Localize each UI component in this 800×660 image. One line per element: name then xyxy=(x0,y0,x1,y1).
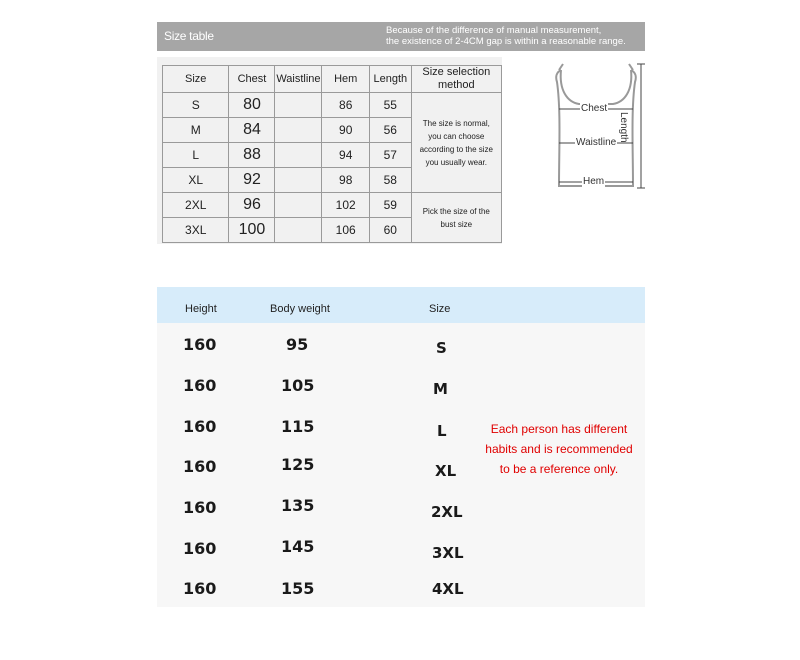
weight-cell: 115 xyxy=(281,417,315,436)
weight-cell: 125 xyxy=(281,455,315,474)
col-hem: Hem xyxy=(322,66,370,93)
measurement-note-line-2: the existence of 2-4CM gap is within a reasonable range. xyxy=(386,36,626,47)
tank-top-icon xyxy=(553,60,648,192)
hem-cell: 106 xyxy=(322,218,370,243)
table-row xyxy=(157,498,645,528)
col-body-weight: Body weight xyxy=(270,303,330,315)
length-cell: 57 xyxy=(370,143,412,168)
table-row xyxy=(163,93,502,118)
reference-note-line-1: Each person has different xyxy=(490,422,628,436)
size-cell: M xyxy=(163,118,229,143)
length-cell: 60 xyxy=(370,218,412,243)
measurement-note xyxy=(386,25,626,47)
height-weight-table xyxy=(157,287,645,607)
col-size-selection-method: Size selection method xyxy=(411,66,501,93)
hem-cell: 86 xyxy=(322,93,370,118)
size-table-header-row xyxy=(163,66,502,93)
table-row xyxy=(157,335,645,365)
method-note-2: Pick the size of the bust size xyxy=(411,193,501,243)
chest-cell: 100 xyxy=(229,218,275,243)
chest-cell: 92 xyxy=(229,168,275,193)
reference-note xyxy=(479,419,639,479)
method-note-1: The size is normal, you can choose according to the size you usually wear. xyxy=(411,93,501,193)
hem-cell: 90 xyxy=(322,118,370,143)
weight-cell: 105 xyxy=(281,376,315,395)
diagram-hem-label: Hem xyxy=(583,176,605,187)
weight-cell: 95 xyxy=(286,335,309,354)
waist-cell xyxy=(275,143,322,168)
height-weight-header-row xyxy=(157,287,645,323)
size-cell: 2XL xyxy=(163,193,229,218)
height-cell: 160 xyxy=(183,498,217,517)
table-row xyxy=(157,579,645,609)
length-cell: 58 xyxy=(370,168,412,193)
reference-note-line-2: habits and is recommended xyxy=(485,442,633,456)
table-row xyxy=(163,193,502,218)
diagram-waistline-label: Waistline xyxy=(576,137,617,148)
measurement-note-line-1: Because of the difference of manual measurement, xyxy=(386,25,602,36)
reference-note-line-3: to be a reference only. xyxy=(499,462,619,476)
length-cell: 56 xyxy=(370,118,412,143)
col-chest: Chest xyxy=(229,66,275,93)
length-cell: 59 xyxy=(370,193,412,218)
size-table xyxy=(162,65,502,243)
size-table-panel xyxy=(157,57,502,244)
height-cell: 160 xyxy=(183,579,217,598)
tank-top-diagram xyxy=(553,60,648,192)
size-cell: 4XL xyxy=(432,580,464,598)
col-height: Height xyxy=(185,303,217,315)
height-cell: 160 xyxy=(183,457,217,476)
size-cell: M xyxy=(433,380,448,398)
waist-cell xyxy=(275,193,322,218)
chest-cell: 80 xyxy=(229,93,275,118)
waist-cell xyxy=(275,218,322,243)
hem-cell: 94 xyxy=(322,143,370,168)
table-row xyxy=(157,376,645,406)
size-cell: L xyxy=(163,143,229,168)
weight-cell: 155 xyxy=(281,579,315,598)
hem-cell: 102 xyxy=(322,193,370,218)
size-table-title: Size table xyxy=(164,29,214,43)
size-cell: S xyxy=(163,93,229,118)
diagram-length-label: Length xyxy=(618,112,629,143)
waist-cell xyxy=(275,118,322,143)
height-cell: 160 xyxy=(183,539,217,558)
size-cell: 3XL xyxy=(163,218,229,243)
size-cell: 2XL xyxy=(431,503,463,521)
col-length: Length xyxy=(370,66,412,93)
size-cell: L xyxy=(437,422,447,440)
size-cell: S xyxy=(436,339,447,357)
diagram-chest-label: Chest xyxy=(581,103,608,114)
weight-cell: 145 xyxy=(281,537,315,556)
weight-cell: 135 xyxy=(281,496,315,515)
chest-cell: 84 xyxy=(229,118,275,143)
hem-cell: 98 xyxy=(322,168,370,193)
height-cell: 160 xyxy=(183,376,217,395)
waist-cell xyxy=(275,93,322,118)
chest-cell: 96 xyxy=(229,193,275,218)
length-cell: 55 xyxy=(370,93,412,118)
col-size: Size xyxy=(429,303,451,315)
col-size: Size xyxy=(163,66,229,93)
waist-cell xyxy=(275,168,322,193)
col-waistline: Waistline xyxy=(275,66,322,93)
table-row xyxy=(157,539,645,569)
size-cell: XL xyxy=(163,168,229,193)
size-cell: XL xyxy=(435,462,457,480)
chest-cell: 88 xyxy=(229,143,275,168)
size-table-header-bar xyxy=(157,22,645,51)
height-cell: 160 xyxy=(183,335,217,354)
height-cell: 160 xyxy=(183,417,217,436)
size-cell: 3XL xyxy=(432,544,464,562)
